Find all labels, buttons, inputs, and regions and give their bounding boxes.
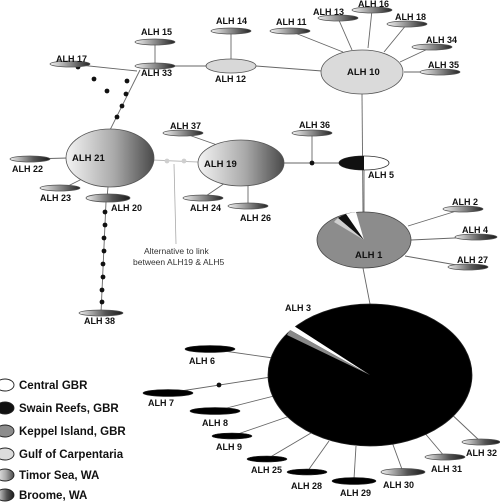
node-alh20 (86, 194, 130, 202)
label-alh14: ALH 14 (216, 16, 248, 26)
legend-label: Keppel Island, GBR (19, 426, 126, 438)
mutation-dot (124, 92, 129, 97)
node-alh32 (462, 439, 500, 445)
legend-swatch (0, 402, 14, 414)
edge-alh20-alh38 (101, 202, 106, 313)
label-alh32: ALH 32 (466, 448, 498, 458)
node-alh28 (287, 469, 327, 475)
node-alh3 (268, 304, 472, 446)
label-alh9: ALH 9 (216, 442, 243, 452)
label-alh33: ALH 33 (141, 68, 173, 78)
label-alh35: ALH 35 (428, 60, 460, 70)
label-alh28: ALH 28 (291, 481, 323, 491)
legend-item-keppel-island (0, 425, 126, 438)
mutation-dot-light (165, 159, 170, 164)
edge-alh10-alh16 (368, 10, 372, 48)
mutation-dot (92, 77, 97, 82)
label-alh17: ALH 17 (56, 54, 88, 64)
label-alh23: ALH 23 (40, 193, 72, 203)
node-alh24 (183, 195, 223, 201)
node-alh9 (212, 433, 252, 439)
label-alh7: ALH 7 (148, 398, 175, 408)
mutation-dot (103, 210, 108, 215)
node-alh25 (247, 456, 287, 462)
mutation-dot (103, 223, 108, 228)
node-alh15 (135, 39, 175, 45)
label-alh22: ALH 22 (12, 164, 44, 174)
node-alh26 (228, 203, 268, 209)
legend (0, 379, 126, 502)
legend-item-gulf-of-carpentaria (0, 448, 124, 461)
label-alh21: ALH 21 (72, 153, 105, 164)
label-alh8: ALH 8 (202, 418, 229, 428)
node-alh7 (143, 390, 193, 397)
label-alh19: ALH 19 (204, 159, 237, 170)
edge-alh21-alh19 (152, 160, 198, 162)
edge-alh10-alh18 (384, 24, 407, 52)
mutation-dot (125, 79, 130, 84)
legend-label: Gulf of Carpentaria (19, 449, 124, 461)
node-alh31 (425, 454, 465, 460)
edge-alh3-alh31 (423, 431, 445, 457)
label-alh15: ALH 15 (141, 27, 173, 37)
node-alh30 (381, 469, 425, 476)
mutation-dot (105, 89, 110, 94)
node-alh5 (339, 156, 389, 170)
label-alh10: ALH 10 (347, 67, 380, 78)
node-alh22 (10, 156, 50, 162)
mutation-dot (101, 275, 106, 280)
edge-alh1-alh3 (363, 268, 370, 304)
legend-swatch (0, 425, 14, 437)
label-alh30: ALH 30 (383, 480, 415, 490)
label-alh29: ALH 29 (340, 488, 372, 498)
label-alh1: ALH 1 (355, 250, 383, 261)
node-alh8 (190, 408, 240, 415)
label-alh31: ALH 31 (431, 464, 463, 474)
legend-swatch (0, 379, 14, 391)
edge-alh3-alh28 (307, 441, 329, 472)
mutation-dot-light (182, 159, 187, 164)
legend-item-broome (0, 489, 87, 502)
mutation-steps (76, 65, 315, 388)
legend-item-timor-sea (0, 469, 99, 482)
edge-alh10-alh13 (338, 18, 352, 50)
node-alh6 (185, 346, 235, 353)
legend-item-central-gbr (0, 379, 88, 392)
mutation-dot (100, 300, 105, 305)
alternative-link-note (133, 246, 224, 267)
label-alh26: ALH 26 (240, 213, 272, 223)
legend-label: Broome, WA (19, 490, 88, 502)
legend-swatch (0, 489, 14, 501)
node-alh12 (206, 59, 256, 73)
label-alh18: ALH 18 (395, 12, 427, 22)
label-alh24: ALH 24 (190, 203, 222, 213)
mutation-dot (120, 104, 125, 109)
node-alh14 (211, 28, 251, 34)
node-alh23 (40, 185, 80, 191)
legend-swatch (0, 448, 14, 460)
mutation-dot (115, 115, 120, 120)
legend-label: Swain Reefs, GBR (19, 403, 119, 415)
label-alh38: ALH 38 (84, 316, 116, 326)
label-alh27: ALH 27 (457, 255, 489, 265)
edge-alh3-alh25 (267, 433, 311, 459)
label-alh6: ALH 6 (189, 356, 216, 366)
label-alh37: ALH 37 (170, 121, 202, 131)
label-alh25: ALH 25 (251, 465, 283, 475)
mutation-dot (102, 249, 107, 254)
node-alh29 (332, 478, 376, 485)
mutation-dot (102, 236, 107, 241)
note-line-1: Alternative to link (144, 246, 209, 256)
label-alh20: ALH 20 (111, 203, 143, 213)
label-alh3: ALH 3 (285, 303, 312, 313)
edge-annotation-pointer (174, 164, 176, 244)
node-alh11 (270, 28, 310, 34)
mutation-dot (217, 383, 222, 388)
mutation-dot (100, 288, 105, 293)
label-alh36: ALH 36 (299, 120, 331, 130)
label-alh4: ALH 4 (462, 225, 489, 235)
mutation-dot (101, 262, 106, 267)
label-alh16: ALH 16 (358, 0, 390, 9)
edge-alh3-alh29 (354, 446, 356, 479)
edge-alh10-alh1 (362, 94, 363, 213)
legend-swatch (0, 469, 14, 481)
legend-item-swain-reefs (0, 402, 119, 415)
label-alh34: ALH 34 (426, 35, 458, 45)
legend-label: Central GBR (19, 380, 88, 392)
label-alh2: ALH 2 (452, 197, 479, 207)
label-alh13: ALH 13 (313, 7, 345, 17)
label-alh5: ALH 5 (368, 170, 395, 180)
edge-alh21-alh33 (110, 70, 140, 130)
label-alh12: ALH 12 (215, 74, 247, 84)
edge-alh3-alh30 (392, 442, 403, 472)
node-alh36 (292, 130, 332, 136)
mutation-dot (310, 161, 315, 166)
edge-alh12-alh10 (256, 66, 322, 71)
label-alh11: ALH 11 (276, 17, 307, 27)
note-line-2: between ALH19 & ALH5 (133, 257, 225, 267)
legend-label: Timor Sea, WA (19, 470, 100, 482)
